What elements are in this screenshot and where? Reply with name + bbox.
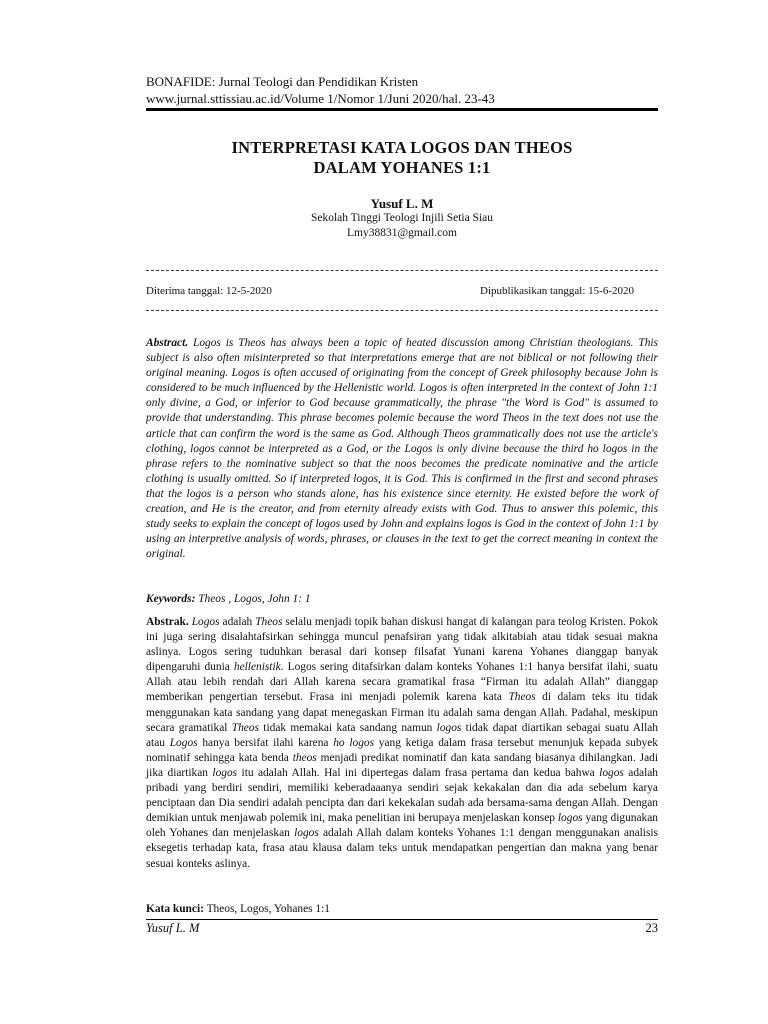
keywords-en-label: Keywords: [146,593,196,605]
abstract-id-text: logos [294,827,319,840]
abstract-id-text: Theos [508,691,536,704]
dates-bottom-rule [146,310,658,311]
abstract-id-text: logos [436,721,462,734]
abstract-id-label: Abstrak. [146,616,189,628]
abstract-id-text: adalah [219,616,256,628]
abstract-id-text: itu adalah Allah. Hal ini dipertegas dalam frasa pertama dan kedua bahwa [237,766,600,779]
keywords-id-text: Theos, Logos, Yohanes 1:1 [203,903,330,915]
abstract-id-text: . Logos sering ditafsirkan dalam konteks Yohanes 1:1 hanya bersifat ilahi, suatu Allah atau lebih rendah dari Allah karena secara gramatikal frasa “Firman itu adalah Allah” dianggap memberikan pengertian tersebut. Frasa ini menjadi polemik karena kata [146,661,658,704]
journal-info: www.jurnal.sttissiau.ac.id/Volume 1/Nomor 1/Juni 2020/hal. 23-43 [146,91,495,106]
header-rule [146,108,658,111]
abstract-indonesian [146,615,658,872]
page-footer [146,919,658,935]
abstract-id-text: selalu menjadi topik bahan diskusi hangat di kalangan para teolog Kristen. Pokok ini juga sering disalahtafsirkan sehingga muncul penafsiran yang tidak alkitabiah atau tidak sesuai makna aslinya. Logos sering tuduhkan berasal dari konsep filsafat Yunani karena Yohanes dianggap banyak dipengaruhi dunia [146,616,659,674]
keywords-id-label: Kata kunci: [146,903,204,915]
keywords-english [146,592,658,607]
abstract-id-text: Theos [231,721,259,734]
abstract-id-text: logos [212,766,238,779]
abstract-id-text: theos [292,751,317,764]
abstract-id-text: logos [557,812,583,825]
published-date: Dipublikasikan tanggal: 15-6-2020 [480,285,634,297]
footer-author: Yusuf L. M [146,921,200,935]
abstract-id-text: menjadi predikat nominatif dan kata sandang biasanya dihilangkan. Jadi jika diartikan [146,751,658,779]
title-line-1: INTERPRETASI KATA LOGOS DAN THEOS [231,138,573,157]
article-dates [146,284,658,298]
abstract-id-text: adalah pribadi yang berdiri sendiri, memiliki keberadaaanya sendiri sejak kekakalan dan dia ada sebelum karya penciptaan dan Dia sendiri adalah pencipta dan dari kekekalan sudah ada bersama-sama dengan Allah. Dengan demikian untuk menjawab polemik ini, maka penelitian ini berupaya menjelaskan konsep [146,766,659,825]
article-title [146,138,658,178]
page-number: 23 [645,921,658,935]
abstract-id-text: ho logos [333,736,375,749]
abstract-id-text: adalah Allah dalam konteks Yohanes 1:1 dengan menggunakan analisis eksegetis terhadap kata, frasa atau klausa dalam teks untuk mendapatkan pengertian dan makna yang benar sesuai konteks aslinya. [146,827,658,870]
abstract-id-text: hanya bersifat ilahi karena [197,736,334,749]
abstract-en-text: Logos is Theos has always been a topic of heated discussion among Christian theologians. This subject is also often misinterpreted so that interpretations emerge that are not biblical or not following their original meaning. Logos is often accused of originating from the concept of Greek philosophy because John is considered to be much influenced by the Hellenistic world. Logos is often interpreted in the context of John 1:1 only divine, a God, or inferior to God because grammatically, the phrase "the Word is God" is assumed to provide that understanding. This phrase becomes polemic because the word Theos in the text does not use the article that can confirm the word is the same as God. Although Theos grammatically does not use the article's clothing, logos cannot be interpreted as a God, or the Logos is only divine because the third ho logos in the phrase refers to the nominative subject so that the noos becomes the predicate nominative and the article clothing is usually omitted. So if interpreted logos, it is God. This is confirmed in the first and second phrases that the logos is a person who stands alone, has his existence since eternity. He existed before the work of creation, and He is the creator, and from eternity already exists with God. Thus to answer this polemic, this study seeks to explain the concept of logos used by John and explains logos is God in the context of John 1:1 by using an interpretive analysis of words, phrases, or clauses in the text to get the correct meaning in context the original. [146,337,658,561]
author-institution: Sekolah Tinggi Teologi Injili Setia Siau [310,212,494,224]
abstract-en-label: Abstract. [146,337,189,349]
abstract-id-text: Logos [169,736,198,749]
title-line-2: DALAM YOHANES 1:1 [313,158,491,177]
author-affiliation [146,211,658,241]
abstract-id-text: di dalam teks itu tidak menggunakan kata sandang yang dapat menegaskan Firman itu adalah sama dengan Allah. Padahal, meskipun secara gramatikal [146,691,658,734]
author-name: Yusuf L. M [370,196,434,211]
abstract-id-text: Theos [255,616,283,628]
abstract-id-text: hellenistik [233,661,281,674]
abstract-id-text: logos [599,766,624,779]
abstract-id-text: yang digunakan oleh Yohanes dan menjelaskan [146,812,658,840]
journal-header [146,73,666,107]
author-email[interactable]: Lmy38831@gmail.com [347,227,457,239]
keywords-en-text: Theos , Logos, John 1: 1 [195,593,311,605]
abstract-id-text: Logos [188,616,220,628]
abstract-id-text: tidak memakai kata sandang namun [259,721,437,734]
keywords-indonesian [146,902,658,917]
abstract-english [146,336,658,562]
journal-name: BONAFIDE: Jurnal Teologi dan Pendidikan Kristen [146,74,419,89]
abstract-id-text: yang ketiga dalam frasa tersebut menunjuk kepada subyek nominatif sehingga kata benda [146,736,659,764]
received-date: Diterima tanggal: 12-5-2020 [146,285,272,297]
abstract-id-text: tidak dapat diartikan sebagai suatu Allah atau [146,721,659,749]
dates-top-rule [146,270,658,271]
